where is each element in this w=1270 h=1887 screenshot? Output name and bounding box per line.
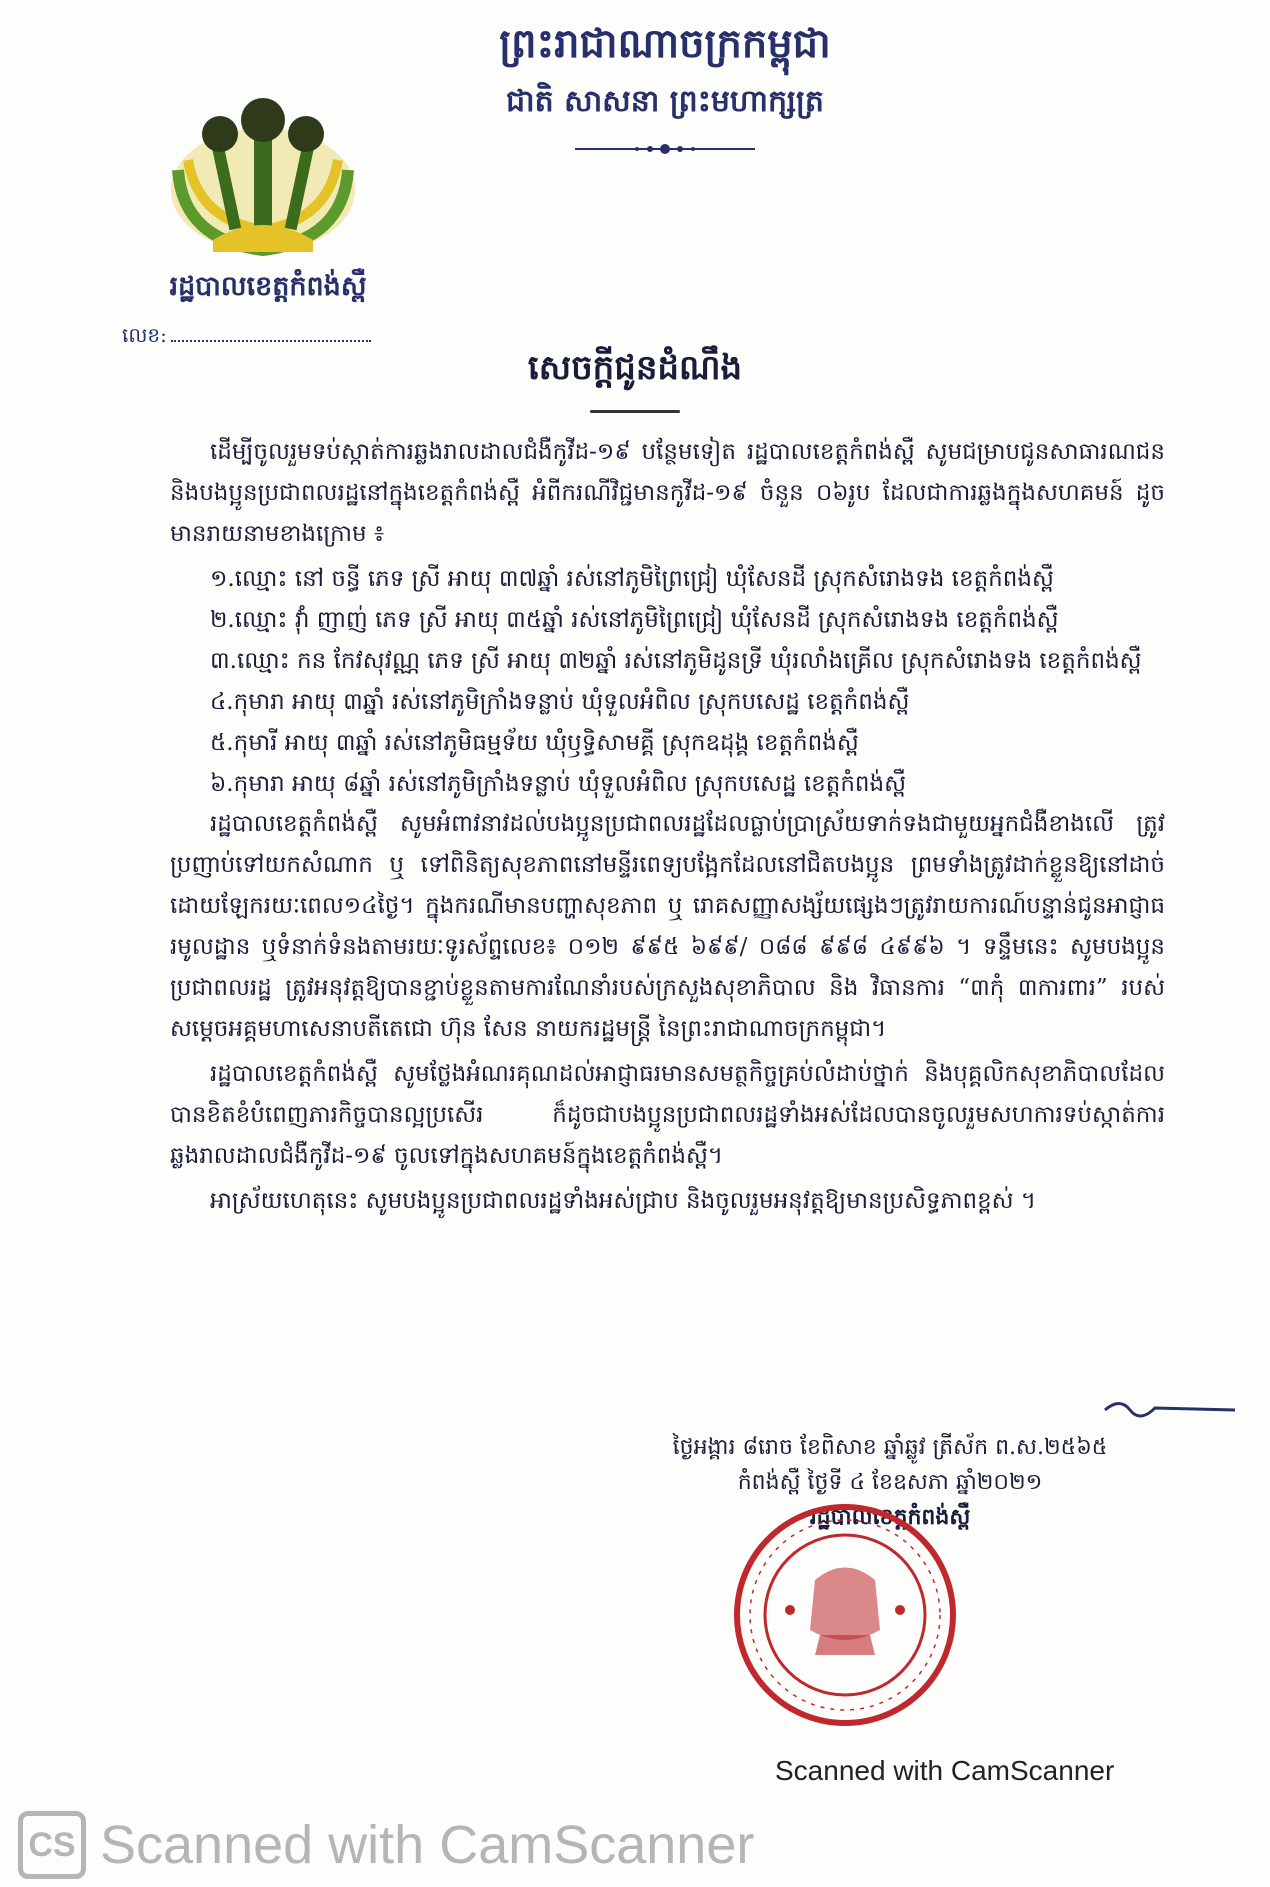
- scanner-watermark-small: Scanned with CamScanner: [775, 1755, 1115, 1786]
- intro-paragraph: ដើម្បីចូលរួមទប់ស្កាត់ការឆ្លងរាលដាលជំងឺកូវីដ-១៩ បន្ថែមទៀត រដ្ឋបាលខេត្តកំពង់ស្ពឺ សូមជម្រាបជូនសាធារណជន និងបងប្អូនប្រជាពលរដ្ឋនៅក្នុងខេត្តកំពង់ស្ពឺ អំពីករណីវិជ្ជមានកូវីដ-១៩ ចំនួន ០៦រូប ដែលជាការឆ្លងក្នុងសហគមន៍ ដូចមានរាយនាមខាងក្រោម ៖: [170, 439, 1165, 547]
- scanner-watermark-large: [18, 1810, 754, 1880]
- kingdom-title: ព្រះរាជាណាចក្រកម្ពុជា: [499, 20, 831, 67]
- list-item: ១.ឈ្មោះ នៅ ចន្ធី ភេទ ស្រី អាយុ ៣៧ឆ្នាំ រស់នៅភូមិព្រៃជ្រៀ ឃុំសែនដី ស្រុកសំរោងទង ខេត្តកំពង់ស្ពឺ: [210, 565, 1054, 592]
- document-body: [170, 432, 1165, 1226]
- advice-paragraph: រដ្ឋបាលខេត្តកំពង់ស្ពឺ សូមអំពាវនាវដល់បងប្អូនប្រជាពលរដ្ឋដែលធ្លាប់ប្រាស្រ័យទាក់ទងជាមួយអ្នកជំងឺខាងលើ ត្រូវប្រញាប់ទៅយកសំណាក ឬ ទៅពិនិត្យសុខភាពនៅមន្ទីរពេទ្យបង្អែកដែលនៅជិតបងប្អូន ព្រមទាំងត្រូវដាក់ខ្លួនឱ្យនៅដាច់ដោយឡែករយៈពេល១៤ថ្ងៃ។ ក្នុងករណីមានបញ្ហាសុខភាព ឬ រោគសញ្ញាសង្ស័យផ្សេងៗត្រូវរាយការណ៍បន្ទាន់ជូនអាជ្ញាធរមូលដ្ឋាន ឬទំនាក់ទំនងតាមរយៈទូរស័ព្ទលេខ៖ ០១២ ៩៩៥ ៦៩៩/ ០៨៨ ៩៩៨ ៤៩៩៦ ។ ទន្ទឹមនេះ សូមបងប្អូនប្រជាពលរដ្ឋ ត្រូវអនុវត្តឱ្យបានខ្ជាប់ខ្លួនតាមការណែនាំរបស់ក្រសួងសុខាភិបាល និង វិធានការ “៣កុំ ៣ការពារ” របស់សម្ដេចអគ្គមហាសេនាបតីតេជោ ហ៊ុន សែន នាយករដ្ឋមន្ត្រី នៃព្រះរាជាណាចក្រកម្ពុជា។: [170, 811, 1165, 1043]
- document-number: [122, 322, 422, 352]
- list-item: ៥.កុមារី អាយុ ៣ឆ្នាំ រស់នៅភូមិធម្មទ័យ ឃុំឫទ្ធិសាមគ្គី ស្រុកឧដុង្គ ខេត្តកំពង់ស្ពឺ: [210, 729, 859, 756]
- document-title: សេចក្ដីជូនដំណឹង: [527, 348, 743, 388]
- camscanner-logo-icon: CS: [18, 1811, 86, 1879]
- official-seal: [730, 1500, 960, 1730]
- solar-date: កំពង់ស្ពឺ ថ្ងៃទី ៤ ខែឧសភា ឆ្នាំ២០២១: [737, 1470, 1043, 1496]
- thanks-paragraph: រដ្ឋបាលខេត្តកំពង់ស្ពឺ សូមថ្លែងអំណរគុណដល់អាជ្ញាធរមានសមត្ថកិច្ចគ្រប់លំដាប់ថ្នាក់ និងបុគ្គលិកសុខាភិបាលដែលបានខិតខំបំពេញភារកិច្ចបានល្អប្រសើរ ក៏ដូចជាបងប្អូនប្រជាពលរដ្ឋទាំងអស់ដែលបានចូលរួមសហការទប់ស្កាត់ការឆ្លងរាលដាលជំងឺកូវីដ-១៩ ចូលទៅក្នុងសហគមន៍ក្នុងខេត្តកំពង់ស្ពឺ។: [170, 1061, 1165, 1169]
- number-blank: [171, 340, 371, 342]
- list-item: ៣.ឈ្មោះ កន កែវសុវណ្ណ ភេទ ស្រី អាយុ ៣២ឆ្នាំ រស់នៅភូមិដូនទ្រី ឃុំរលាំងគ្រើល ស្រុកសំរោងទង ខេត្តកំពង់ស្ពឺ: [210, 647, 1142, 674]
- closing-paragraph: អាស្រ័យហេតុនេះ សូមបងប្អូនប្រជាពលរដ្ឋទាំងអស់ជ្រាប និងចូលរួមអនុវត្តឱ្យមានប្រសិទ្ធភាពខ្ពស់ ។: [210, 1187, 1037, 1214]
- national-motto: ជាតិ សាសនា ព្រះមហាក្សត្រ: [506, 84, 824, 119]
- provincial-logo: [158, 90, 368, 260]
- number-label: លេខ:: [122, 323, 167, 347]
- list-item: ៤.កុមារា អាយុ ៣ឆ្នាំ រស់នៅភូមិក្រាំងទន្លាប់ ឃុំទួលអំពិល ស្រុកបសេដ្ឋ ខេត្តកំពង់ស្ពឺ: [210, 688, 910, 715]
- lunar-date: ថ្ងៃអង្គារ ៨រោច ខែពិសាខ ឆ្នាំឆ្លូវ ត្រីស័ក ព.ស.២៥៦៥: [672, 1435, 1108, 1460]
- issuing-authority: រដ្ឋបាលខេត្តកំពង់ស្ពឺ: [169, 271, 367, 302]
- pen-mark: [1100, 1392, 1240, 1422]
- case-list: [170, 559, 1165, 805]
- ornament-divider: [565, 136, 765, 162]
- list-item: ២.ឈ្មោះ វ៉ាំ ញាញ់ ភេទ ស្រី អាយុ ៣៥ឆ្នាំ រស់នៅភូមិព្រៃជ្រៀ ឃុំសែនដី ស្រុកសំរោងទង ខេត្តកំពង់ស្ពឺ: [210, 606, 1059, 633]
- scanner-watermark-text: Scanned with CamScanner: [100, 1815, 755, 1875]
- signer-title: រដ្ឋបាលខេត្តកំពង់ស្ពឺ: [809, 1504, 971, 1531]
- list-item: ៦.កុមារា អាយុ ៨ឆ្នាំ រស់នៅភូមិក្រាំងទន្លាប់ ឃុំទួលអំពិល ស្រុកបសេដ្ឋ ខេត្តកំពង់ស្ពឺ: [210, 770, 907, 797]
- title-underline: [590, 410, 680, 413]
